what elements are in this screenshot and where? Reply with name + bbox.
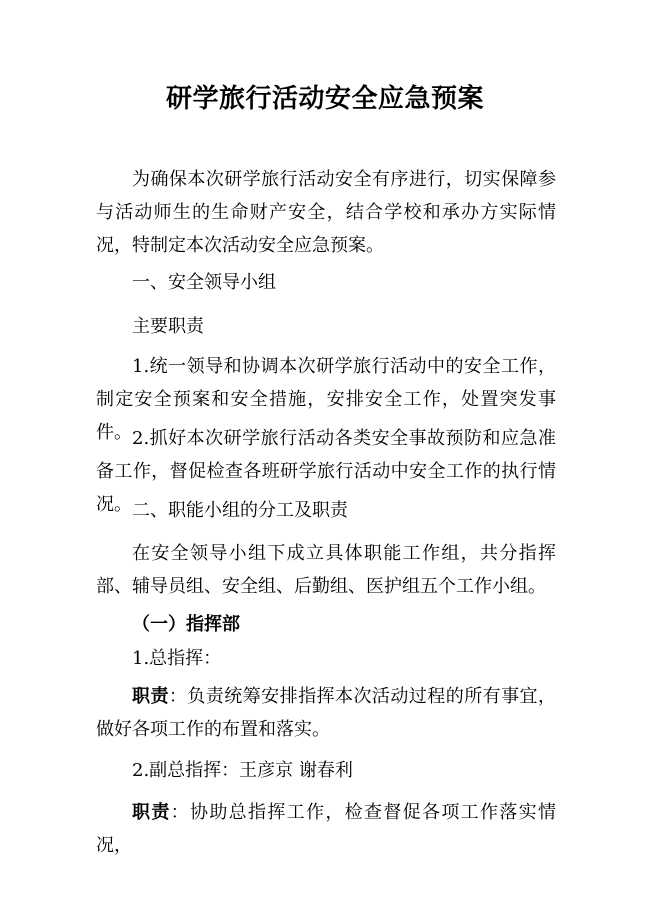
duty-label: 职责 [132,802,171,823]
section2-paragraph: 在安全领导小组下成立具体职能工作组，共分指挥部、辅导员组、安全组、后勤组、医护组五个工作小组。 [96,543,556,597]
deputy-duty-paragraph [96,796,556,862]
document-title: 研学旅行活动安全应急预案 [165,84,484,114]
duty-item-1: 1.统一领导和协调本次研学旅行活动中的安全工作，制定安全预案和安全措施，安排安全工作，处置突发事件。 [96,356,556,443]
intro-paragraph: 为确保本次研学旅行活动安全有序进行，切实保障参与活动师生的生命财产安全，结合学校和承办方实际情况，特制定本次活动安全应急预案。 [96,169,556,256]
duty-item-2: 2.抓好本次研学旅行活动各类安全事故预防和应急准备工作，督促检查各班研学旅行活动中安全工作的执行情况。 [96,428,556,515]
main-duties-heading: 主要职责 [132,316,204,337]
section2-heading: 二、职能小组的分工及职责 [132,500,348,521]
subsection1-heading: （一）指挥部 [132,614,240,635]
commander-duty-text: ：负责统筹安排指挥本次活动过程的所有事宜，做好各项工作的布置和落实。 [96,686,557,740]
section1-heading: 一、安全领导小组 [132,272,276,293]
commander-item: 1.总指挥： [132,648,222,669]
duty-label: 职责 [132,686,169,707]
deputy-duty-text: ：协助总指挥工作，检查督促各项工作落实情况， [96,802,557,856]
deputy-item: 2.副总指挥：王彦京 谢春利 [132,760,353,781]
commander-duty-paragraph [96,680,556,746]
